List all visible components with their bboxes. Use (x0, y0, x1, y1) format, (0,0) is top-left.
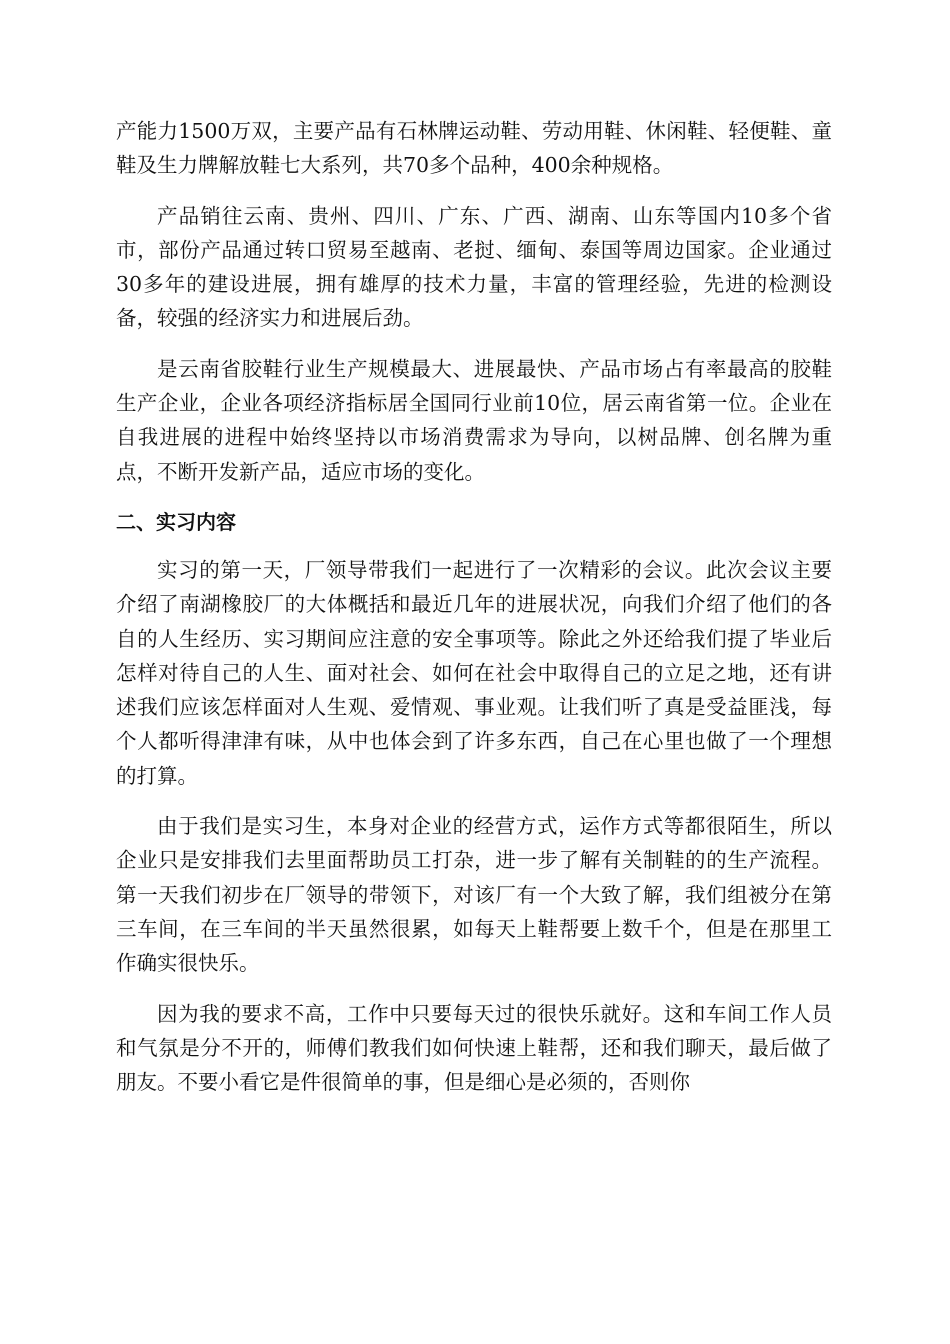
paragraph-industry-position: 是云南省胶鞋行业生产规模最大、进展最快、产品市场占有率最高的胶鞋生产企业，企业各项经济指标居全国同行业前10位，居云南省第一位。企业在自我进展的进程中始终坚持以市场消费需求为导向，以树品牌、创名牌为重点，不断开发新产品，适应市场的变化。 (116, 356, 832, 484)
paragraph-sales-markets: 产品销往云南、贵州、四川、广东、广西、湖南、山东等国内10多个省市，部份产品通过转口贸易至越南、老挝、缅甸、泰国等周边国家。企业通过30多年的建设进展，拥有雄厚的技术力量，丰富的管理经验，先进的检测设备，较强的经济实力和进展后劲。 (116, 203, 832, 331)
paragraph-first-day-meeting: 实习的第一天，厂领导带我们一起进行了一次精彩的会议。此次会议主要介绍了南湖橡胶厂的大体概括和最近几年的进展状况，向我们介绍了他们的各自的人生经历、实习期间应注意的安全事项等。除此之外还给我们提了毕业后怎样对待自己的人生、面对社会、如何在社会中取得自己的立足之地，还有讲述我们应该怎样面对人生观、爱情观、事业观。让我们听了真是受益匪浅，每个人都听得津津有味，从中也体会到了许多东西，自己在心里也做了一个理想的打算。 (116, 557, 832, 788)
paragraph-workshop-assignment: 由于我们是实习生，本身对企业的经营方式，运作方式等都很陌生，所以企业只是安排我们去里面帮助员工打杂，进一步了解有关制鞋的的生产流程。第一天我们初步在厂领导的带领下，对该厂有一个大致了解，我们组被分在第三车间，在三车间的半天虽然很累，如每天上鞋帮要上数千个，但是在那里工作确实很快乐。 (116, 814, 832, 976)
paragraph-production-capacity: 产能力1500万双，主要产品有石林牌运动鞋、劳动用鞋、休闲鞋、轻便鞋、童鞋及生力牌解放鞋七大系列，共70多个品种，400余种规格。 (116, 119, 832, 178)
section-heading-internship-content: 二、实习内容 (116, 509, 236, 534)
paragraph-work-atmosphere: 因为我的要求不高，工作中只要每天过的很快乐就好。这和车间工作人员和气氛是分不开的，师傅们教我们如何快速上鞋帮，还和我们聊天，最后做了朋友。不要小看它是件很简单的事，但是细心是必须的，否则你 (116, 1001, 832, 1095)
document-page (116, 114, 832, 1115)
